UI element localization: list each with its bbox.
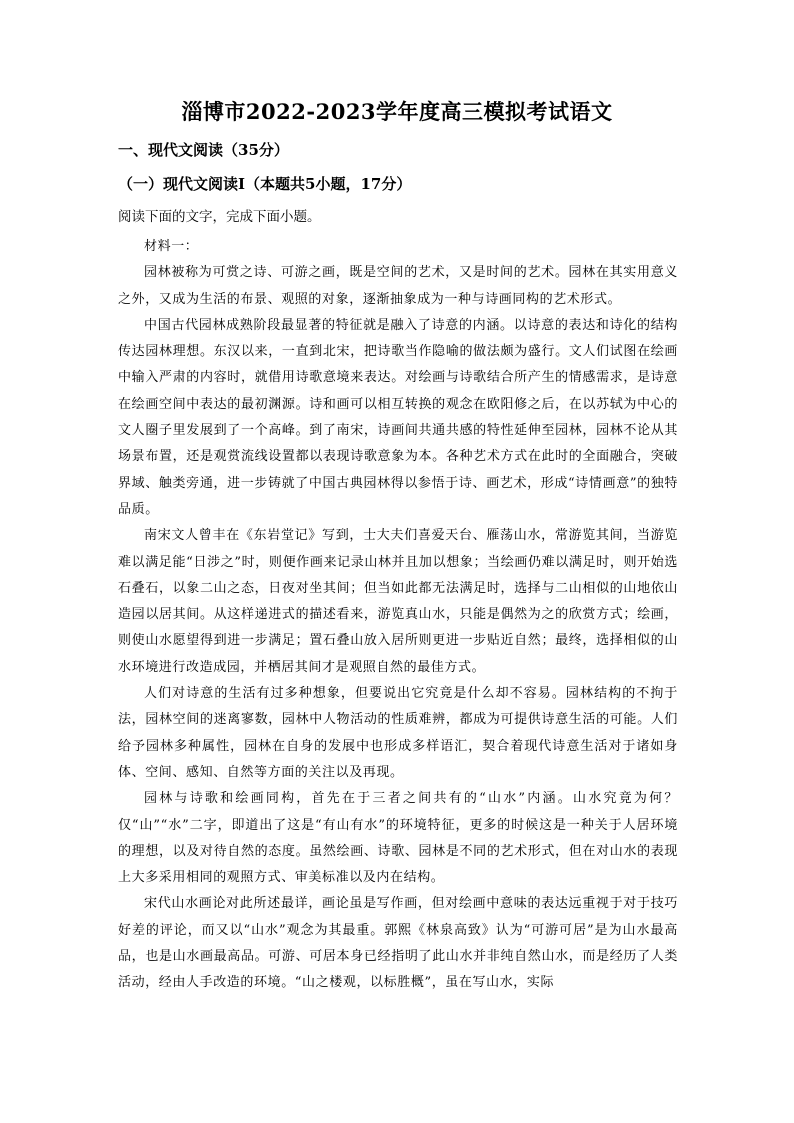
paragraph: 园林被称为可赏之诗、可游之画，既是空间的艺术，又是时间的艺术。园林在其实用意义之外，又成为生活的布景、观照的对象，逐渐抽象成为一种与诗画同构的艺术形式。 bbox=[118, 265, 678, 307]
paragraph: 南宋文人曾丰在《东岩堂记》写到，士大夫们喜爱天台、雁荡山水，常游览其间，当游览难以满足能“日涉之”时，则便作画来记录山林并且加以想象；当绘画仍难以满足时，则开始选石叠石，以象二山之态，日夜对坐其间；但当如此都无法满足时，选择与二山相似的山地依山造园以居其间。从这样递进式的描述看来，游览真山水，只能是偶然为之的欣赏方式；绘画，则使山水愿望得到进一步满足；置石叠山放入居所则更进一步贴近自然；最终，选择相似的山水环境进行改造成园，并栖居其间才是观照自然的最佳方式。 bbox=[118, 528, 678, 675]
paragraph: 宋代山水画论对此所述最详，画论虽是写作画，但对绘画中意味的表达远重视于对于技巧好差的评论，而又以“山水”观念为其最重。郭熙《林泉高致》认为“可游可居”是为山水最高品，也是山水画最高品。可游、可居本身已经指明了此山水并非纯自然山水，而是经历了人类活动，经由人手改造的环境。“山之楼观，以标胜概”，虽在写山水，实际 bbox=[118, 896, 678, 991]
material-label: 材料一： bbox=[144, 239, 199, 254]
section-heading: 一、现代文阅读（35分） bbox=[118, 141, 289, 159]
subsection-heading: （一）现代文阅读Ⅰ（本题共5小题，17分） bbox=[118, 175, 412, 193]
instruction-text: 阅读下面的文字，完成下面小题。 bbox=[118, 209, 321, 225]
paragraph: 人们对诗意的生活有过多种想象，但要说出它究竟是什么却不容易。园林结构的不拘于法，园林空间的迷离寥数，园林中人物活动的性质难辨，都成为可提供诗意生活的可能。人们给予园林多种属性，园林在自身的发展中也形成多样语汇，契合着现代诗意生活对于诸如身体、空间、感知、自然等方面的关注以及再现。 bbox=[118, 686, 678, 780]
document-title: 淄博市2022-2023学年度高三模拟考试语文 bbox=[181, 99, 613, 124]
article-body bbox=[118, 234, 678, 997]
paragraph: 中国古代园林成熟阶段最显著的特征就是融入了诗意的内涵。以诗意的表达和诗化的结构传达园林理想。东汉以来，一直到北宋，把诗歌当作隐喻的做法颇为盛行。文人们试图在绘画中输入严肃的内容时，就借用诗歌意境来表达。对绘画与诗歌结合所产生的情感需求，是诗意在绘画空间中表达的最初渊源。诗和画可以相互转换的观念在欧阳修之后，在以苏轼为中心的文人圈子里发展到了一个高峰。到了南宋，诗画间共通共感的特性延伸至园林，园林不论从其场景布置，还是观赏流线设置都以表现诗歌意象为本。各种艺术方式在此时的全面融合，突破界域、触类旁通，进一步铸就了中国古典园林得以参悟于诗、画艺术，形成“诗情画意”的独特品质。 bbox=[118, 317, 678, 517]
paragraph: 园林与诗歌和绘画同构，首先在于三者之间共有的“山水”内涵。山水究竟为何？仅“山”“水”二字，即道出了这是“有山有水”的环境特征，更多的时候这是一种关于人居环境的理想，以及对待自然的态度。虽然绘画、诗歌、园林是不同的艺术形式，但在对山水的表现上大多采用相同的观照方式、审美标准以及内在结构。 bbox=[118, 791, 678, 886]
